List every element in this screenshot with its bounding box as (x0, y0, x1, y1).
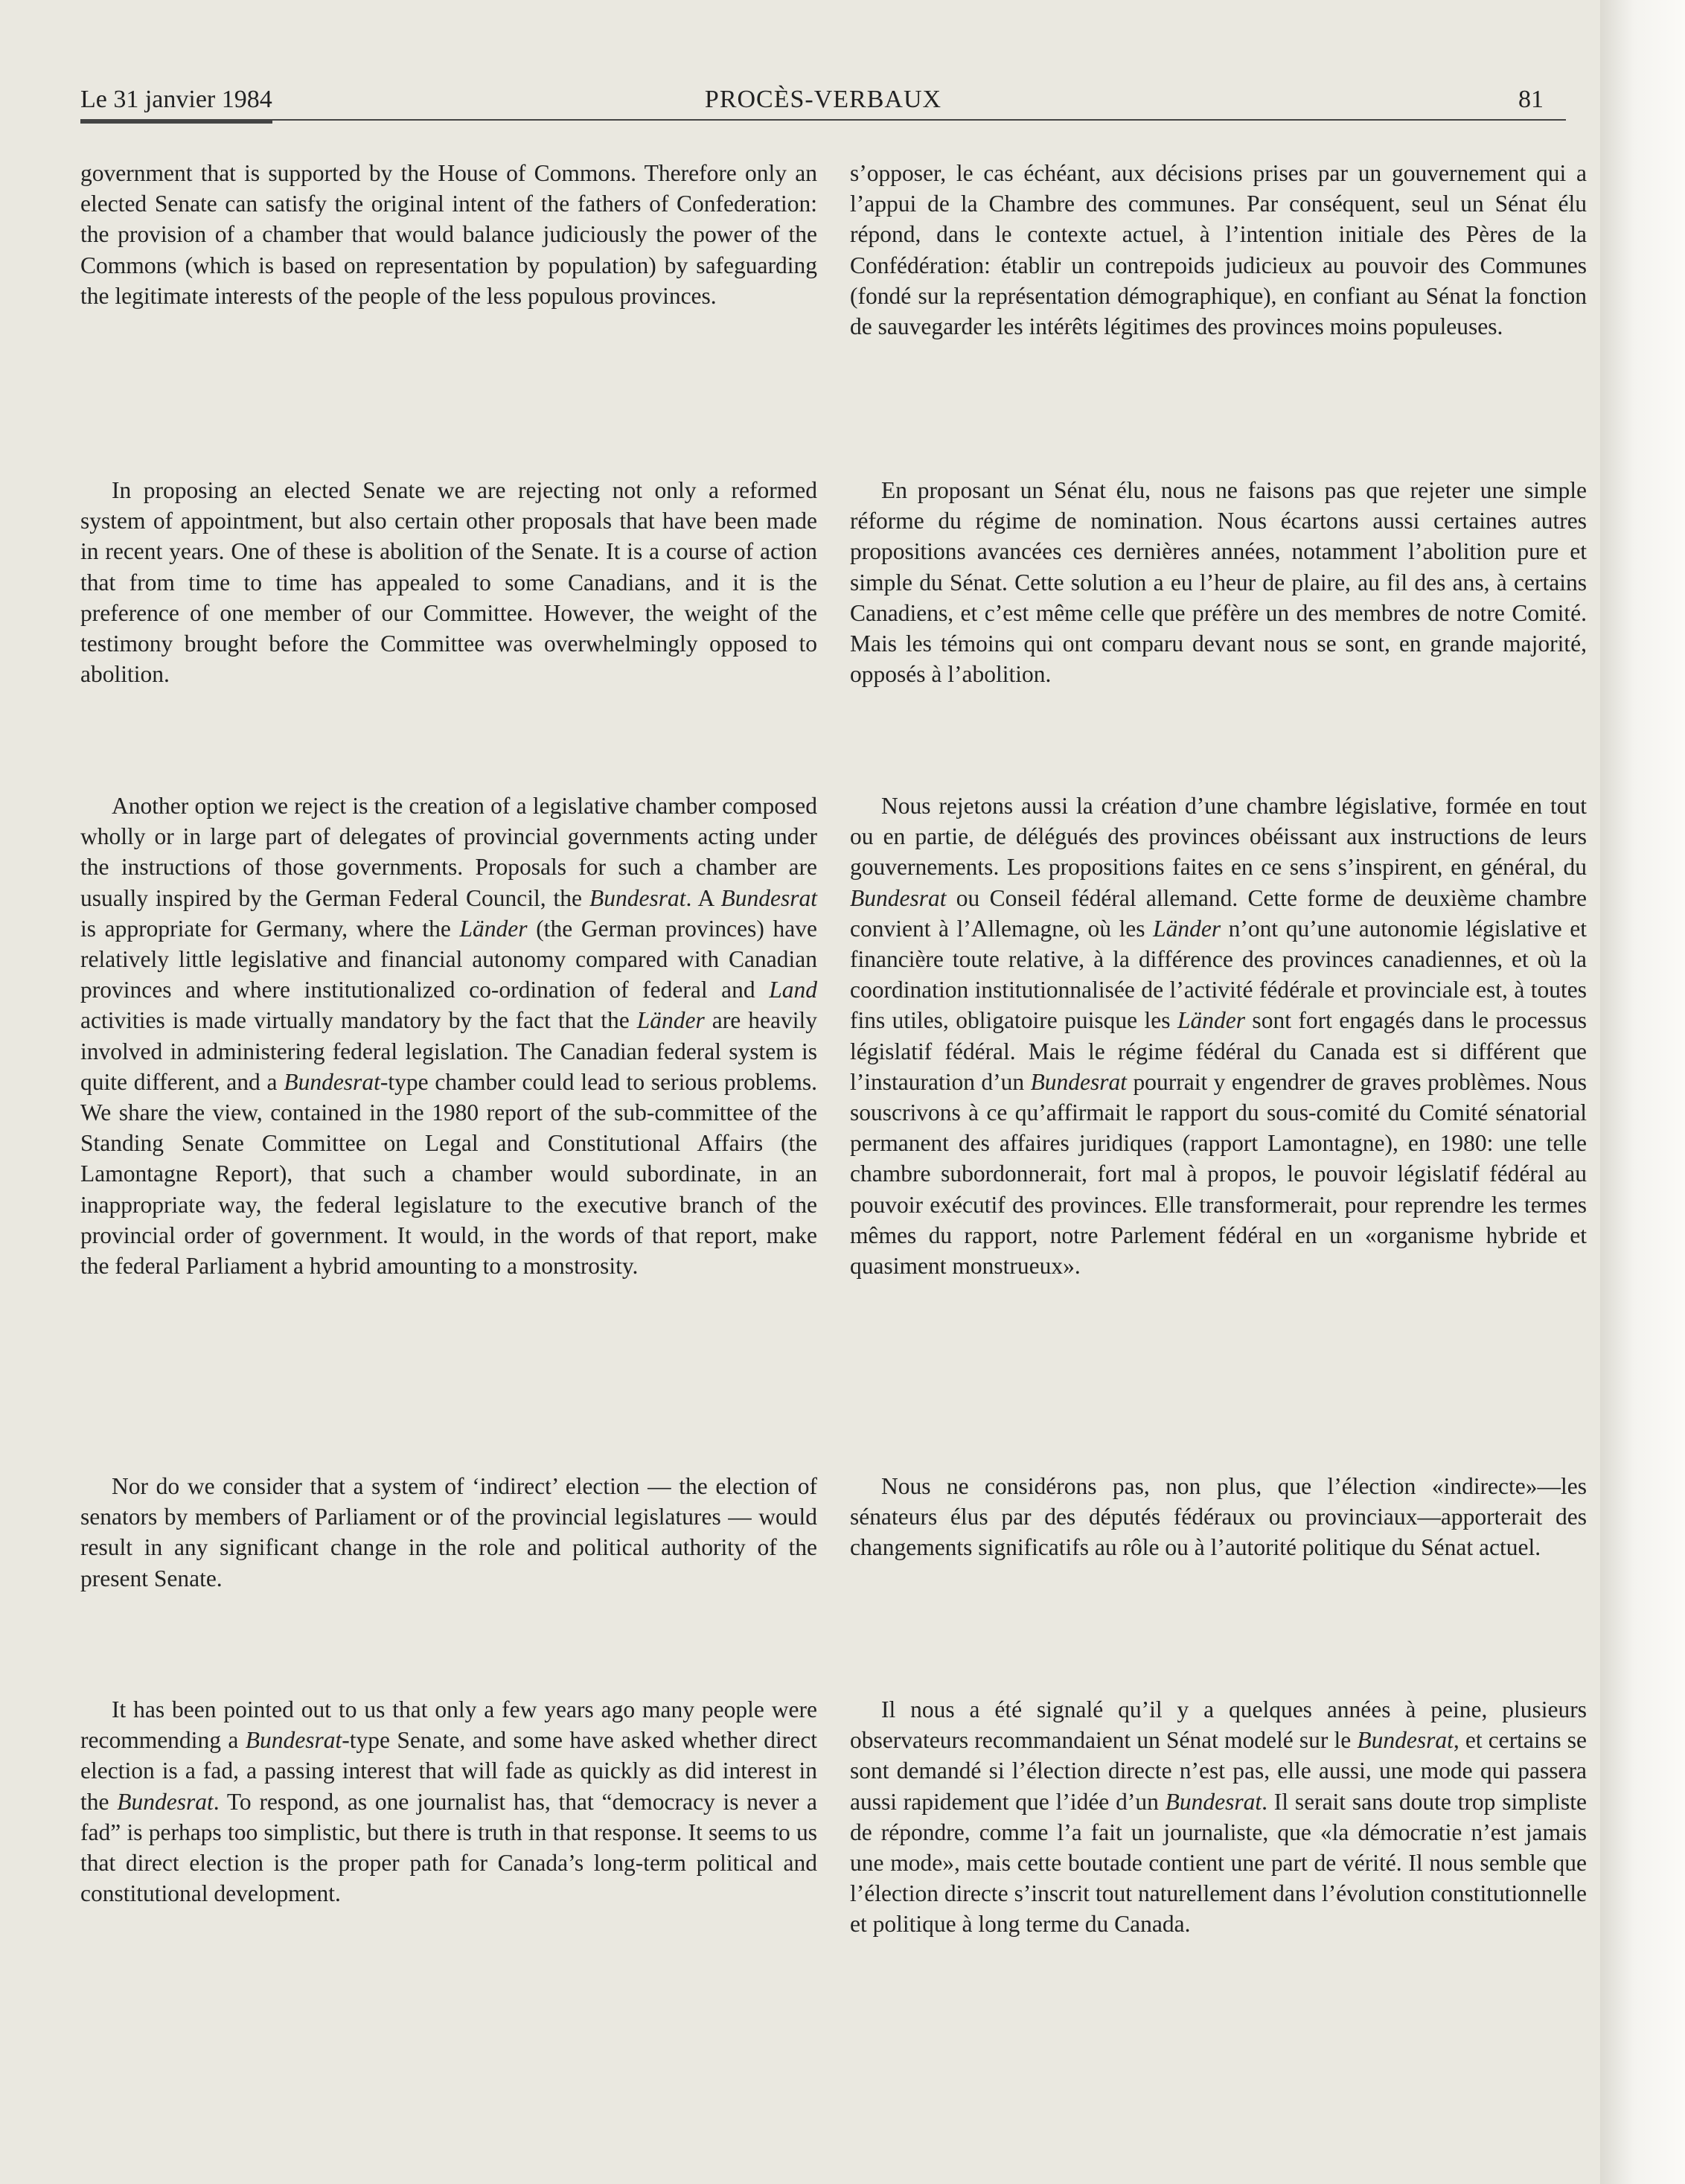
french-paragraph-2: En proposant un Sénat élu, nous ne faisons pas que rejeter une simple réforme du régime de nomination. Nous écartons aussi certaines autres propositions avancées ces dernières années, notamment l’abolition pure et simple du Sénat. Cette solution a eu l’heur de plaire, au fil des ans, à certains Canadiens, et c’est même celle que préfère un des membres de notre Comité. Mais les témoins qui ont comparu devant nous se sont, en grande majorité, opposés à l’abolition. (850, 477, 1587, 688)
english-paragraph-2: In proposing an elected Senate we are rejecting not only a reformed system of appointment, but also certain other proposals that have been made in recent years. One of these is abolition of the Senate. It is a course of action that from time to time has appealed to some Canadians, and it is the preference of one member of our Committee. However, the weight of the testimony brought before the Committee was overwhelmingly opposed to abolition. (80, 477, 817, 688)
french-paragraph-5: Il nous a été signalé qu’il y a quelques années à peine, plusieurs observateurs recommandaient un Sénat modelé sur le Bundesrat, et certains se sont demandé si l’élection directe n’est pas, elle aussi, une mode qui passera aussi rapidement que l’idée d’un Bundesrat. Il serait sans doute trop simpliste de répondre, comme l’a fait un journaliste, que «la démocratie n’est jamais une mode», mais cette boutade contient une part de vérité. Il nous semble que l’élection directe s’inscrit tout naturellement dans l’évolution constitutionnelle et politique à long terme du Canada. (850, 1696, 1588, 1938)
header-title: PROCÈS-VERBAUX (704, 86, 942, 113)
english-paragraph-5: It has been pointed out to us that only a few years ago many people were recommending a Bundesrat-type Senate, and some have asked whether direct election is a fad, a passing interest that will fade as quickly as did interest in the Bundesrat. To respond, as one journalist has, that “democracy is never a fad” is perhaps too simplistic, but there is truth in that response. It seems to us that direct election is the proper path for Canada’s long-term political and constitutional development. (80, 1696, 818, 1907)
page-number: 81 (1518, 86, 1544, 113)
page-header (80, 80, 1566, 121)
english-paragraph-4: Nor do we consider that a system of ‘indirect’ election — the election of senators by members of Parliament or of the provincial legislatures — would result in any significant change in the role and political authority of the present Senate. (80, 1473, 817, 1591)
page-edge (1600, 0, 1685, 2184)
french-paragraph-4: Nous ne considérons pas, non plus, que l’élection «indirecte»—les sénateurs élus par des députés fédéraux ou provinciaux—apporterait des changements significatifs au rôle ou à l’autorité politique du Sénat actuel. (850, 1473, 1587, 1561)
french-paragraph-1: s’opposer, le cas échéant, aux décisions prises par un gouvernement qui a l’appui de la Chambre des communes. Par conséquent, seul un Sénat élu répond, dans le contexte actuel, à l’intention initiale des Pères de la Confédération: établir un contrepoids judicieux au pouvoir des Communes (fondé sur la représentation démographique), en confiant au Sénat la fonction de sauvegarder les intérêts légitimes des provinces moins populeuses. (850, 160, 1587, 340)
english-paragraph-1: government that is supported by the House of Commons. Therefore only an elected Senate can satisfy the original intent of the fathers of Confederation: the provision of a chamber that would balance judiciously the power of the Commons (which is based on representation by population) by safeguarding the legitimate interests of the people of the less populous provinces. (80, 160, 817, 309)
english-paragraph-3: Another option we reject is the creation of a legislative chamber composed wholly or in large part of delegates of provincial governments acting under the instructions of those governments. Proposals for such a chamber are usually inspired by the German Federal Council, the Bundesrat. A Bundesrat is appropriate for Germany, where the Länder (the German provinces) have relatively little legislative and financial autonomy compared with Canadian provinces and where institutionalized co-ordination of federal and Land activities is made virtually mandatory by the fact that the Länder are heavily involved in administering federal legislation. The Canadian federal system is quite different, and a Bundesrat-type chamber could lead to serious problems. We share the view, contained in the 1980 report of the sub-committee of the Standing Senate Committee on Legal and Constitutional Affairs (the Lamontagne Report), that such a chamber would subordinate, in an inappropriate way, the federal legislature to the executive branch of the provincial order of government. It would, in the words of that report, make the federal Parliament a hybrid amounting to a monstrosity. (80, 793, 817, 1280)
header-date: Le 31 janvier 1984 (80, 80, 272, 124)
french-paragraph-3: Nous rejetons aussi la création d’une chambre législative, formée en tout ou en partie, de délégués des provinces obéissant aux instructions de leurs gouvernements. Les propositions faites en ce sens s’inspirent, en général, du Bundesrat ou Conseil fédéral allemand. Cette forme de deuxième chambre convient à l’Allemagne, où les Länder n’ont qu’une autonomie législative et financière toute relative, à la différence des provinces canadiennes, et où la coordination institutionnalisée de l’activité fédérale et provinciale est, à toutes fins utiles, obligatoire puisque les Länder sont fort engagés dans le processus législatif fédéral. Mais le régime fédéral du Canada est si différent que l’instauration d’un Bundesrat pourrait y engendrer de graves problèmes. Nous souscrivons à ce qu’affirmait le rapport du sous-comité du Comité sénatorial permanent des affaires juridiques (rapport Lamontagne), en 1980: une telle chambre subordonnerait, fort mal à propos, le pouvoir législatif fédéral au pouvoir exécutif des provinces. Elle transformerait, pour reprendre les termes mêmes du rapport, notre Parlement fédéral en un «organisme hybride et quasiment monstrueux». (850, 793, 1587, 1280)
